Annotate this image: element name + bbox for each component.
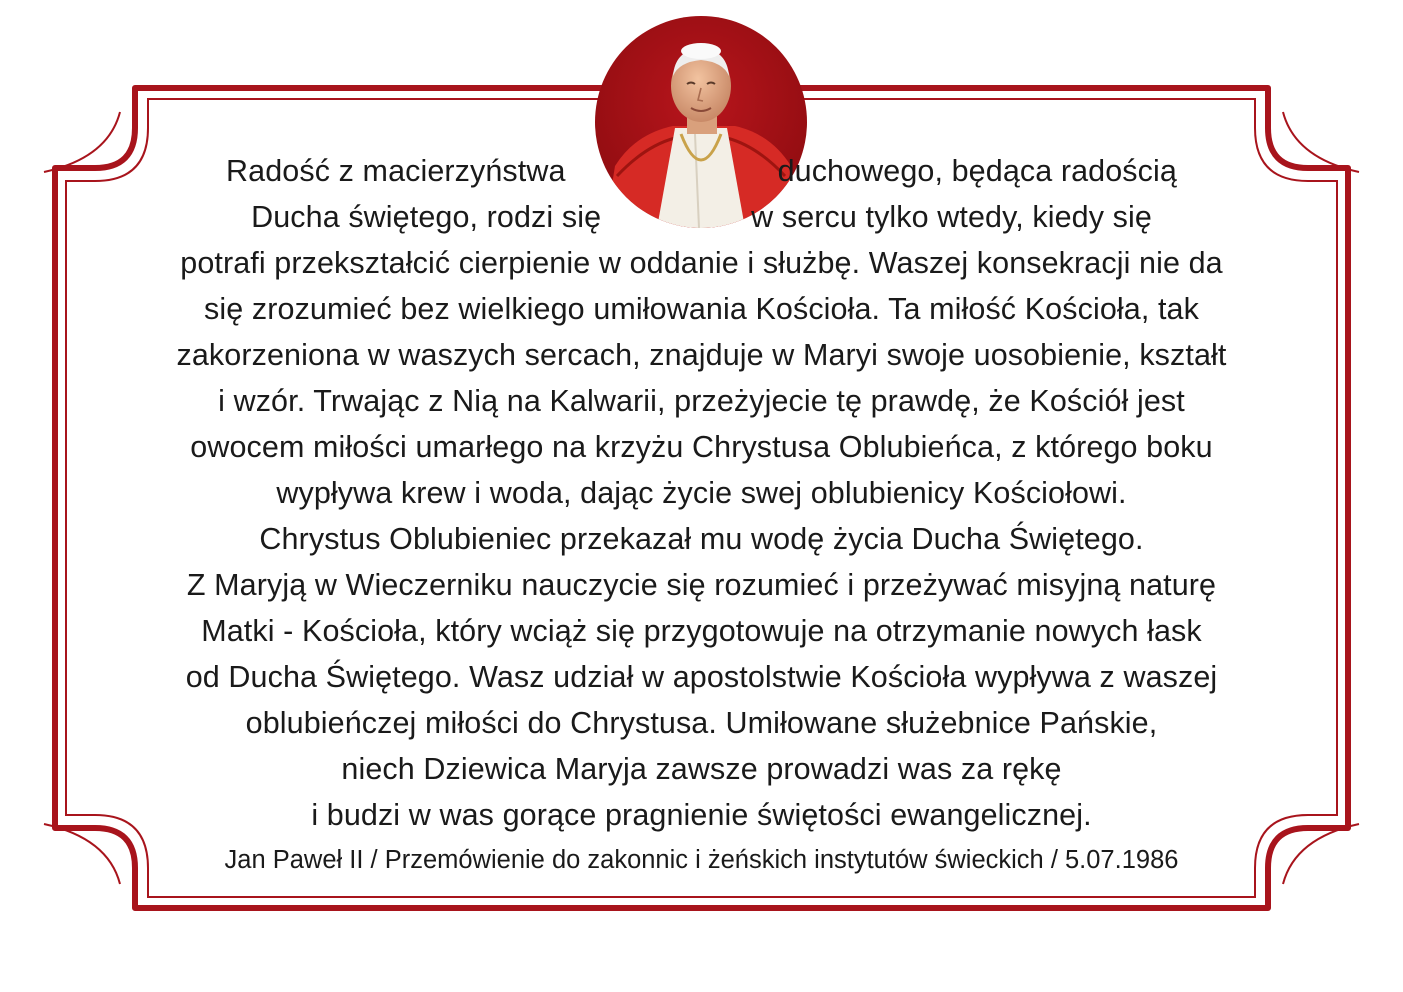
quote-text <box>95 148 1308 838</box>
quote-line-1: Radość z macierzyństwa duchowego, będąca radością <box>226 154 1177 188</box>
quote-line-5: zakorzeniona w waszych sercach, znajduje w Maryi swoje uosobienie, kształt <box>176 338 1227 372</box>
quote-line-7: owocem miłości umarłego na krzyżu Chrystusa Oblubieńca, z którego boku <box>190 430 1213 464</box>
quote-line-15: i budzi w was gorące pragnienie świętości ewangelicznej. <box>311 798 1092 832</box>
quote-line-3: potrafi przekształcić cierpienie w oddanie i służbę. Waszej konsekracji nie da <box>180 246 1223 280</box>
zucchetto <box>681 43 721 59</box>
quote-line-13: oblubieńczej miłości do Chrystusa. Umiłowane służebnice Pańskie, <box>245 706 1158 740</box>
quote-line-14: niech Dziewica Maryja zawsze prowadzi was za rękę <box>341 752 1062 786</box>
quote-line-8: wypływa krew i woda, dając życie swej oblubienicy Kościołowi. <box>276 476 1127 510</box>
quote-line-6: i wzór. Trwając z Nią na Kalwarii, przeżyjecie tę prawdę, że Kościół jest <box>218 384 1185 418</box>
quote-line-2: Ducha świętego, rodzi się w sercu tylko wtedy, kiedy się <box>251 200 1152 234</box>
quote-line-11: Matki - Kościoła, który wciąż się przygotowuje na otrzymanie nowych łask <box>201 614 1202 648</box>
quote-line-10: Z Maryją w Wieczerniku nauczycie się rozumieć i przeżywać misyjną naturę <box>186 568 1217 602</box>
quote-line-12: od Ducha Świętego. Wasz udział w apostolstwie Kościoła wypływa z waszej <box>185 660 1218 694</box>
quote-line-9: Chrystus Oblubieniec przekazał mu wodę życia Ducha Świętego. <box>259 522 1144 556</box>
quote-line-4: się zrozumieć bez wielkiego umiłowania Kościoła. Ta miłość Kościoła, tak <box>204 292 1199 326</box>
quote-attribution: Jan Paweł II / Przemówienie do zakonnic i żeńskich instytutów świeckich / 5.07.1986 <box>224 846 1179 874</box>
